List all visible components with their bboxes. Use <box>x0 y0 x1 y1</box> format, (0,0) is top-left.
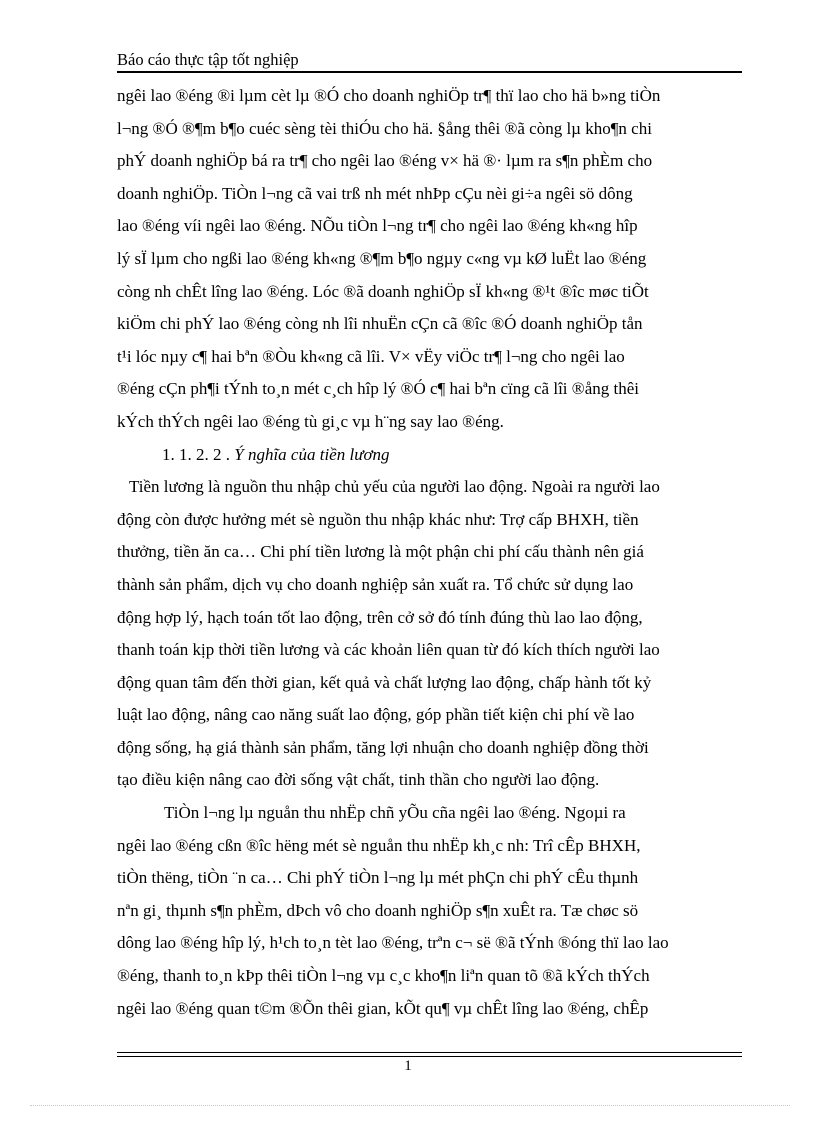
text-line-content: Tiền lương là nguồn thu nhập chủ yếu của người lao động. Ngoài ra người lao <box>129 477 660 497</box>
text-line-content: ngêi lao ®éng cßn ®îc hëng mét sè nguån thu nhËp kh¸c nh: Trî cÊp BHXH, <box>117 835 641 855</box>
text-line <box>117 536 742 569</box>
text-line <box>117 862 742 895</box>
section-heading-number: 1. 1. 2. 2 . <box>162 444 230 464</box>
document-header-title: Báo cáo thực tập tốt nghiệp <box>117 50 299 69</box>
text-line-content: dông lao ®éng hîp lý, h¹ch to¸n tèt lao ®éng, trªn c¬ së ®ã tÝnh ®óng thï lao lao <box>117 933 669 953</box>
text-line-content: động hợp lý, hạch toán tốt lao động, trên cở sở đó tính đúng thù lao lao động, <box>117 607 643 627</box>
footer-rule <box>117 1052 742 1053</box>
text-line <box>117 210 742 243</box>
text-line-content: thành sản phẩm, dịch vụ cho doanh nghiệp sản xuất ra. Tổ chức sử dụng lao <box>117 574 634 594</box>
text-line-content: t¹i lóc nµy c¶ hai bªn ®Òu kh«ng cã lîi. V× vËy viÖc tr¶ l¬ng cho ngêi lao <box>117 346 625 366</box>
text-line <box>117 797 742 830</box>
text-line-content: ®éng cÇn ph¶i tÝnh to¸n mét c¸ch hîp lý ®Ó c¶ hai bªn cïng cã lîi ®ång thêi <box>117 379 639 399</box>
text-line-content: l¬ng ®Ó ®¶m b¶o cuéc sèng tèi thiÓu cho hä. §ång thêi ®ã còng lµ kho¶n chi <box>117 118 652 138</box>
text-line-content: luật lao động, nâng cao năng suất lao động, góp phần tiết kiện chi phí về lao <box>117 705 635 725</box>
text-line-content: lý sÏ lµm cho ngßi lao ®éng kh«ng ®¶m b¶o ngµy c«ng vµ kØ luËt lao ®éng <box>117 248 647 268</box>
text-line <box>117 699 742 732</box>
text-line <box>117 373 742 406</box>
text-line-content: tiÒn thëng, tiÒn ¨n ca… Chi phÝ tiÒn l¬ng lµ mét phÇn chi phÝ cÊu thµnh <box>117 868 639 888</box>
text-line <box>117 960 742 993</box>
text-line-content: kiÖm chi phÝ lao ®éng còng nh lîi nhuËn cÇn cã ®îc ®Ó doanh nghiÖp tån <box>117 314 643 334</box>
text-line <box>117 764 742 797</box>
text-line-content: kÝch thÝch ngêi lao ®éng tù gi¸c vµ h¨ng say lao ®éng. <box>117 411 504 431</box>
text-line-content: phÝ doanh nghiÖp bá ra tr¶ cho ngêi lao ®éng v× hä ®· lµm ra s¶n phÈm cho <box>117 151 653 171</box>
section-heading-title: Ý nghĩa của tiền lương <box>234 444 390 464</box>
text-line <box>117 178 742 211</box>
text-line <box>117 145 742 178</box>
text-line <box>117 634 742 667</box>
text-line-content: nªn gi¸ thµnh s¶n phÈm, dÞch vô cho doanh nghiÖp s¶n xuÊt ra. Tæ chøc sö <box>117 900 639 920</box>
text-line-content: doanh nghiÖp. TiÒn l¬ng cã vai trß nh mét nhÞp cÇu nèi gi÷a ngêi sö dông <box>117 183 633 203</box>
section-heading <box>117 439 742 472</box>
text-line-content: ngêi lao ®éng ®i lµm cèt lµ ®Ó cho doanh nghiÖp tr¶ thï lao cho hä b»ng tiÒn <box>117 86 661 105</box>
text-line-content: TiÒn l¬ng lµ nguån thu nhËp chñ yÕu cña ngêi lao ®éng. Ngoµi ra <box>164 803 626 823</box>
text-line <box>117 602 742 635</box>
document-body <box>117 80 742 1025</box>
text-line-content: tạo điều kiện nâng cao đời sống vật chất, tinh thần cho người lao động. <box>117 770 600 790</box>
text-line <box>117 243 742 276</box>
page-boundary <box>30 1105 790 1106</box>
text-line-content: lao ®éng víi ngêi lao ®éng. NÕu tiÒn l¬ng tr¶ cho ngêi lao ®éng kh«ng hîp <box>117 216 638 236</box>
text-line <box>117 341 742 374</box>
text-line <box>117 569 742 602</box>
text-line <box>117 927 742 960</box>
text-line <box>117 80 742 113</box>
text-line <box>117 667 742 700</box>
text-line <box>117 406 742 439</box>
text-line <box>117 308 742 341</box>
text-line-content: còng nh chÊt lîng lao ®éng. Lóc ®ã doanh nghiÖp sÏ kh«ng ®¹t ®îc møc tiÕt <box>117 281 649 301</box>
footer-rule <box>117 1056 742 1057</box>
text-line <box>117 113 742 146</box>
text-line-content: thưởng, tiền ăn ca… Chi phí tiền lương là một phận chi phí cấu thành nên giá <box>117 542 644 562</box>
text-line-content: ngêi lao ®éng quan t©m ®Õn thêi gian, kÕt qu¶ vµ chÊt lîng lao ®éng, chÊp <box>117 998 649 1018</box>
text-line <box>117 830 742 863</box>
text-line-content: ®éng, thanh to¸n kÞp thêi tiÒn l¬ng vµ c¸c kho¶n liªn quan tõ ®ã kÝch thÝch <box>117 966 650 986</box>
text-line <box>117 504 742 537</box>
text-line <box>117 993 742 1026</box>
text-line-content: động sống, hạ giá thành sản phẩm, tăng lợi nhuận cho doanh nghiệp đồng thời <box>117 737 649 757</box>
header-rule <box>117 71 742 73</box>
text-line <box>117 895 742 928</box>
text-line-content: thanh toán kịp thời tiền lương và các khoản liên quan từ đó kích thích người lao <box>117 640 660 660</box>
text-line <box>117 732 742 765</box>
text-line <box>117 471 742 504</box>
text-line-content: động còn được hưởng mét sè nguồn thu nhập khác như: Trợ cấp BHXH, tiền <box>117 509 639 529</box>
page-number: 1 <box>404 1058 412 1074</box>
text-line-content: động quan tâm đến thời gian, kết quả và chất lượng lao động, chấp hành tốt kỷ <box>117 672 652 692</box>
text-line <box>117 276 742 309</box>
